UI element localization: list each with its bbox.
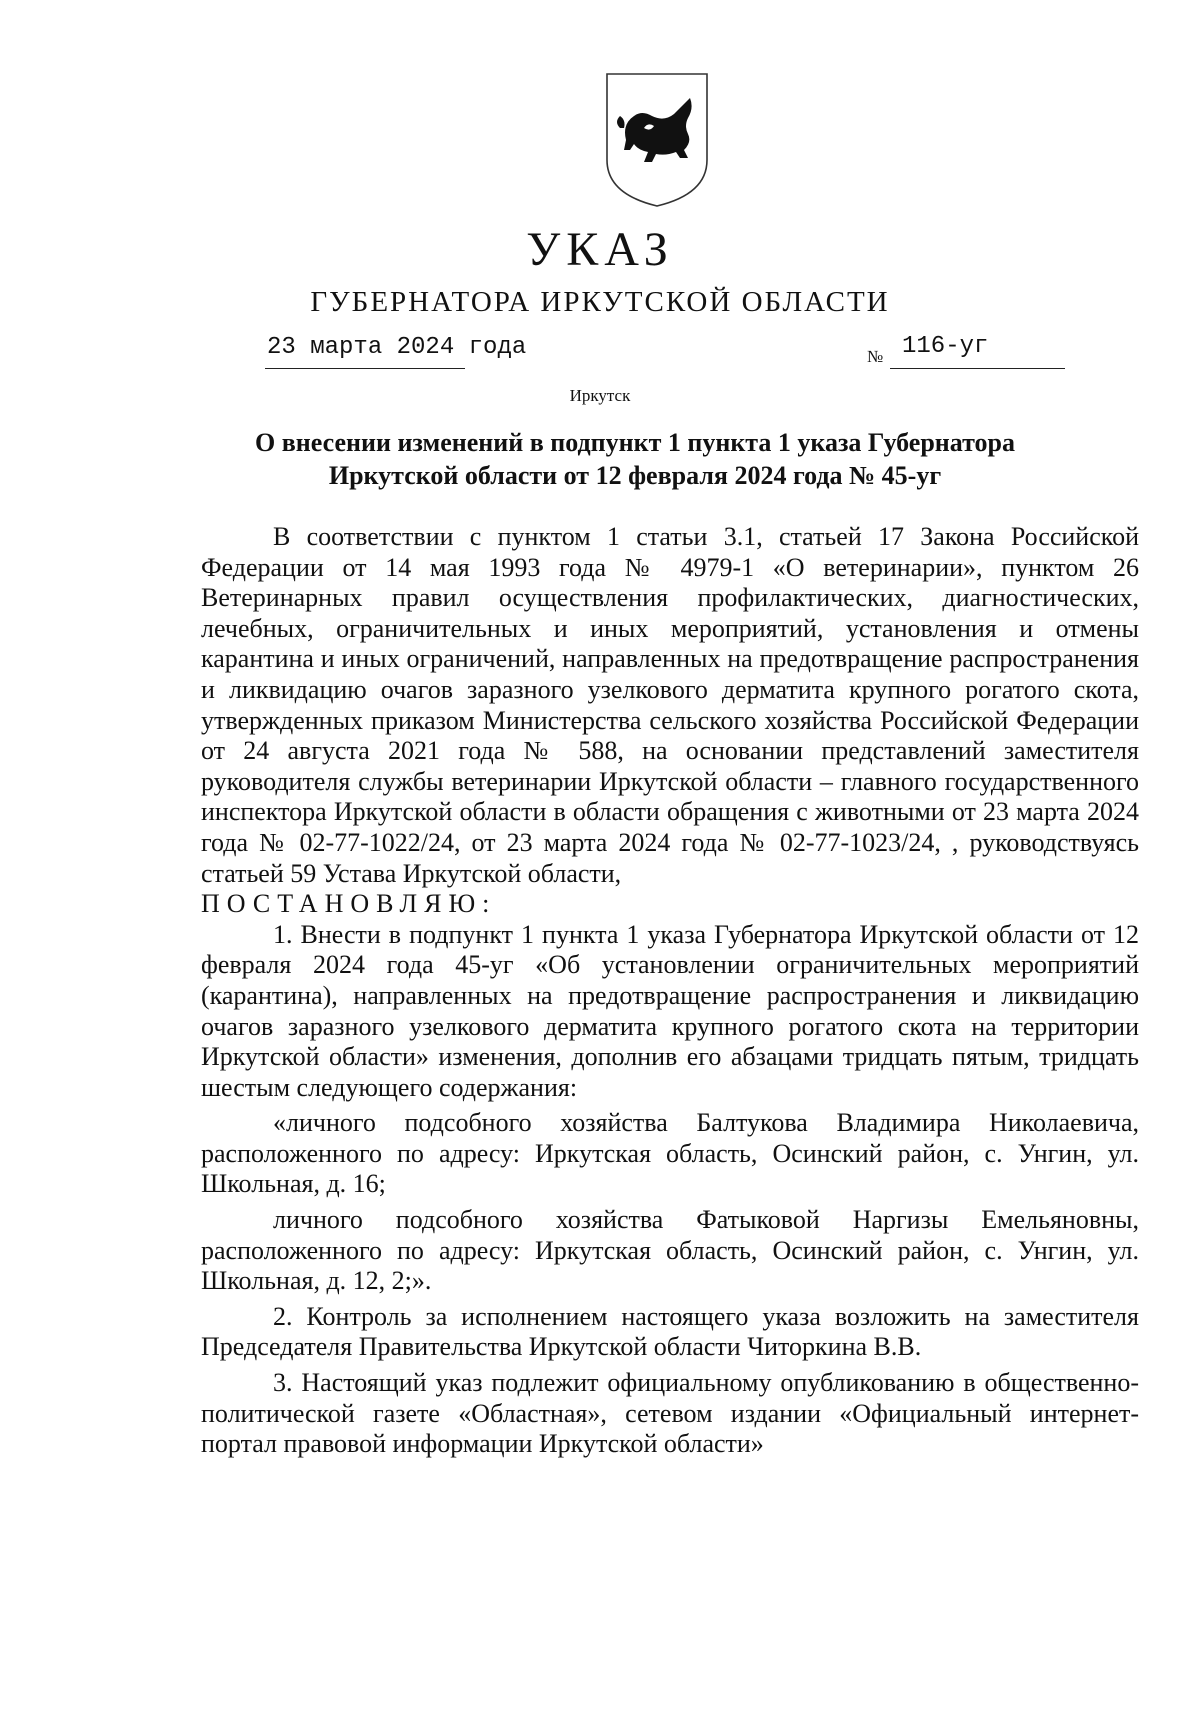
decree-body: [201, 522, 1139, 1460]
document-title: УКАЗ: [526, 223, 674, 276]
preamble-paragraph: В соответствии с пунктом 1 статьи 3.1, статьей 17 Закона Российской Федерации от 14 мая 1993 года № 4979-1 «О ветеринарии», пунктом 26 Ветеринарных правил осуществления профилактических, диагностических, лечебных, ограничительных и иных мероприятий, установления и отмены карантина и иных ограничений, направленных на предотвращение распространения и ликвидацию очагов заразного узелкового дерматита крупного рогатого скота, утвержденных приказом Министерства сельского хозяйства Российской Федерации от 24 августа 2021 года № 588, на основании представлений заместителя руководителя службы ветеринарии Иркутской области – главного государственного инспектора Иркутской области в области обращения с животными от 23 марта 2024 года № 02-77-1022/24, от 23 марта 2024 года № 02-77-1023/24, , руководствуясь статьей 59 Устава Иркутской области,: [201, 522, 1139, 888]
quote-1-paragraph: «личного подсобного хозяйства Балтукова Владимира Николаевича, расположенного по адресу: Иркутская область, Осинский район, с. Унгин, ул. Школьная, д. 16;: [201, 1108, 1139, 1199]
quote-2-paragraph: личного подсобного хозяйства Фатыковой Наргизы Емельяновны, расположенного по адресу: Иркутская область, Осинский район, с. Унгин, ул. Школьная, д. 12, 2;».: [201, 1205, 1139, 1296]
date-underline: [265, 368, 465, 369]
city-label: Иркутск: [569, 386, 631, 405]
decree-word: ПОСТАНОВЛЯЮ:: [201, 889, 497, 919]
decree-date: 23 марта 2024 года: [267, 334, 527, 361]
document-subtitle: ГУБЕРНАТОРА ИРКУТСКОЙ ОБЛАСТИ: [310, 286, 890, 318]
decree-number: 116-уг: [902, 333, 989, 360]
heading-line-1: О внесении изменений в подпункт 1 пункта 1 указа Губернатора: [255, 428, 1015, 457]
number-sign: №: [867, 347, 884, 366]
item-1-paragraph: 1. Внести в подпункт 1 пункта 1 указа Губернатора Иркутской области от 12 февраля 2024 года 45-уг «Об установлении ограничительных мероприятий (карантина), направленных на предотвращение распространения и ликвидацию очагов заразного узелкового дерматита крупного рогатого скота на территории Иркутской области» изменения, дополнив его абзацами тридцать пятым, тридцать шестым следующего содержания:: [201, 919, 1139, 1102]
coat-of-arms-icon: [604, 72, 710, 208]
heading-line-2: Иркутской области от 12 февраля 2024 года № 45-уг: [328, 461, 942, 490]
item-3-paragraph: 3. Настоящий указ подлежит официальному опубликованию в общественно-политической газете «Областная», сетевом издании «Официальный интернет-портал правовой информации Иркутской области»: [201, 1368, 1139, 1459]
decree-heading: [200, 426, 1070, 492]
item-2-paragraph: 2. Контроль за исполнением настоящего указа возложить на заместителя Председателя Правительства Иркутской области Читоркина В.В.: [201, 1301, 1139, 1362]
number-underline: [890, 368, 1065, 369]
